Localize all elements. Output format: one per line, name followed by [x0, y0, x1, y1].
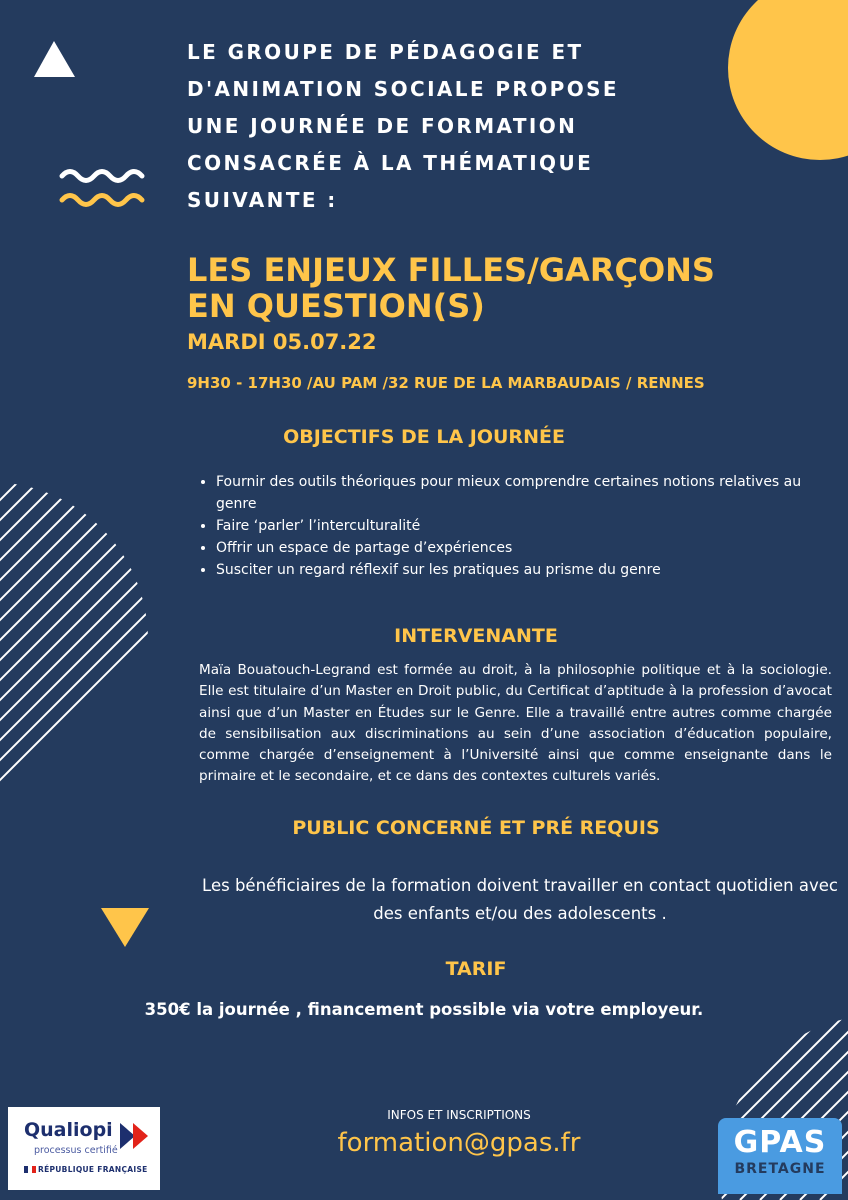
gpas-logo-subtitle: BRETAGNE	[734, 1161, 826, 1177]
objective-item: • Faire ‘parler’ l’interculturalité	[216, 515, 836, 537]
gpas-logo	[718, 1118, 842, 1194]
objectives-list	[198, 471, 836, 581]
gpas-logo-title: GPAS	[733, 1125, 827, 1160]
speaker-bio: Maïa Bouatouch-Legrand est formée au droit, à la philosophie politique et à la sociologie. Elle est titulaire d’un Master en Droit public, du Certificat d’aptitude à la profession d’avocat ainsi que d’un Master en Études sur le Genre. Elle a travaillé entre autres comme chargée de sensibilisation aux discriminations au sein d’une association d’éducation populaire, comme chargée d’enseignement à l’Université ainsi que comme enseignante dans le primaire et le secondaire, et ce dans des contextes culturels variés.	[199, 662, 832, 785]
audience-heading: PUBLIC CONCERNÉ ET PRÉ REQUIS	[292, 817, 660, 839]
objective-item: • Offrir un espace de partage d’expériences	[216, 537, 836, 559]
objective-item: • Fournir des outils théoriques pour mieux comprendre certaines notions relatives au genre	[216, 471, 836, 515]
yellow-circle-decoration	[728, 0, 848, 160]
price-heading: TARIF	[445, 958, 507, 980]
qualiopi-arrows-icon	[120, 1123, 154, 1149]
republique-francaise-label: RÉPUBLIQUE FRANÇAISE	[38, 1165, 148, 1174]
event-time-location: 9H30 - 17H30 /AU PAM /32 RUE DE LA MARBAUDAIS / RENNES	[187, 374, 705, 392]
french-flag-icon	[24, 1166, 36, 1173]
audience-text: Les bénéficiaires de la formation doivent travailler en contact quotidien avec des enfants et/ou des adolescents .	[202, 876, 838, 923]
qualiopi-logo	[8, 1107, 160, 1190]
price-text: 350€ la journée , financement possible via votre employeur.	[144, 1000, 704, 1019]
objectives-heading: OBJECTIFS DE LA JOURNÉE	[283, 426, 565, 448]
qualiopi-subtitle: processus certifié	[34, 1145, 118, 1156]
event-date: MARDI 05.07.22	[187, 330, 377, 354]
event-title-line1: LES ENJEUX FILLES/GARÇONS	[187, 251, 715, 289]
contact-email-link[interactable]: formation@gpas.fr	[337, 1128, 581, 1158]
objective-item: • Susciter un regard réflexif sur les pratiques au prisme du genre	[216, 559, 836, 581]
contact-label: INFOS ET INSCRIPTIONS	[387, 1108, 531, 1122]
event-title	[187, 252, 787, 324]
yellow-triangle-decoration	[101, 908, 149, 947]
intro-text: LE GROUPE DE PÉDAGOGIE ET D'ANIMATION SOCIALE PROPOSE UNE JOURNÉE DE FORMATION CONSACRÉE À LA THÉMATIQUE SUIVANTE :	[187, 40, 619, 212]
white-wave-decoration	[62, 172, 142, 181]
white-triangle-decoration	[34, 41, 75, 77]
speaker-heading: INTERVENANTE	[394, 625, 558, 647]
yellow-wave-decoration	[62, 196, 142, 205]
qualiopi-name: Qualiopi	[24, 1119, 113, 1141]
event-title-line2: EN QUESTION(S)	[187, 287, 485, 325]
